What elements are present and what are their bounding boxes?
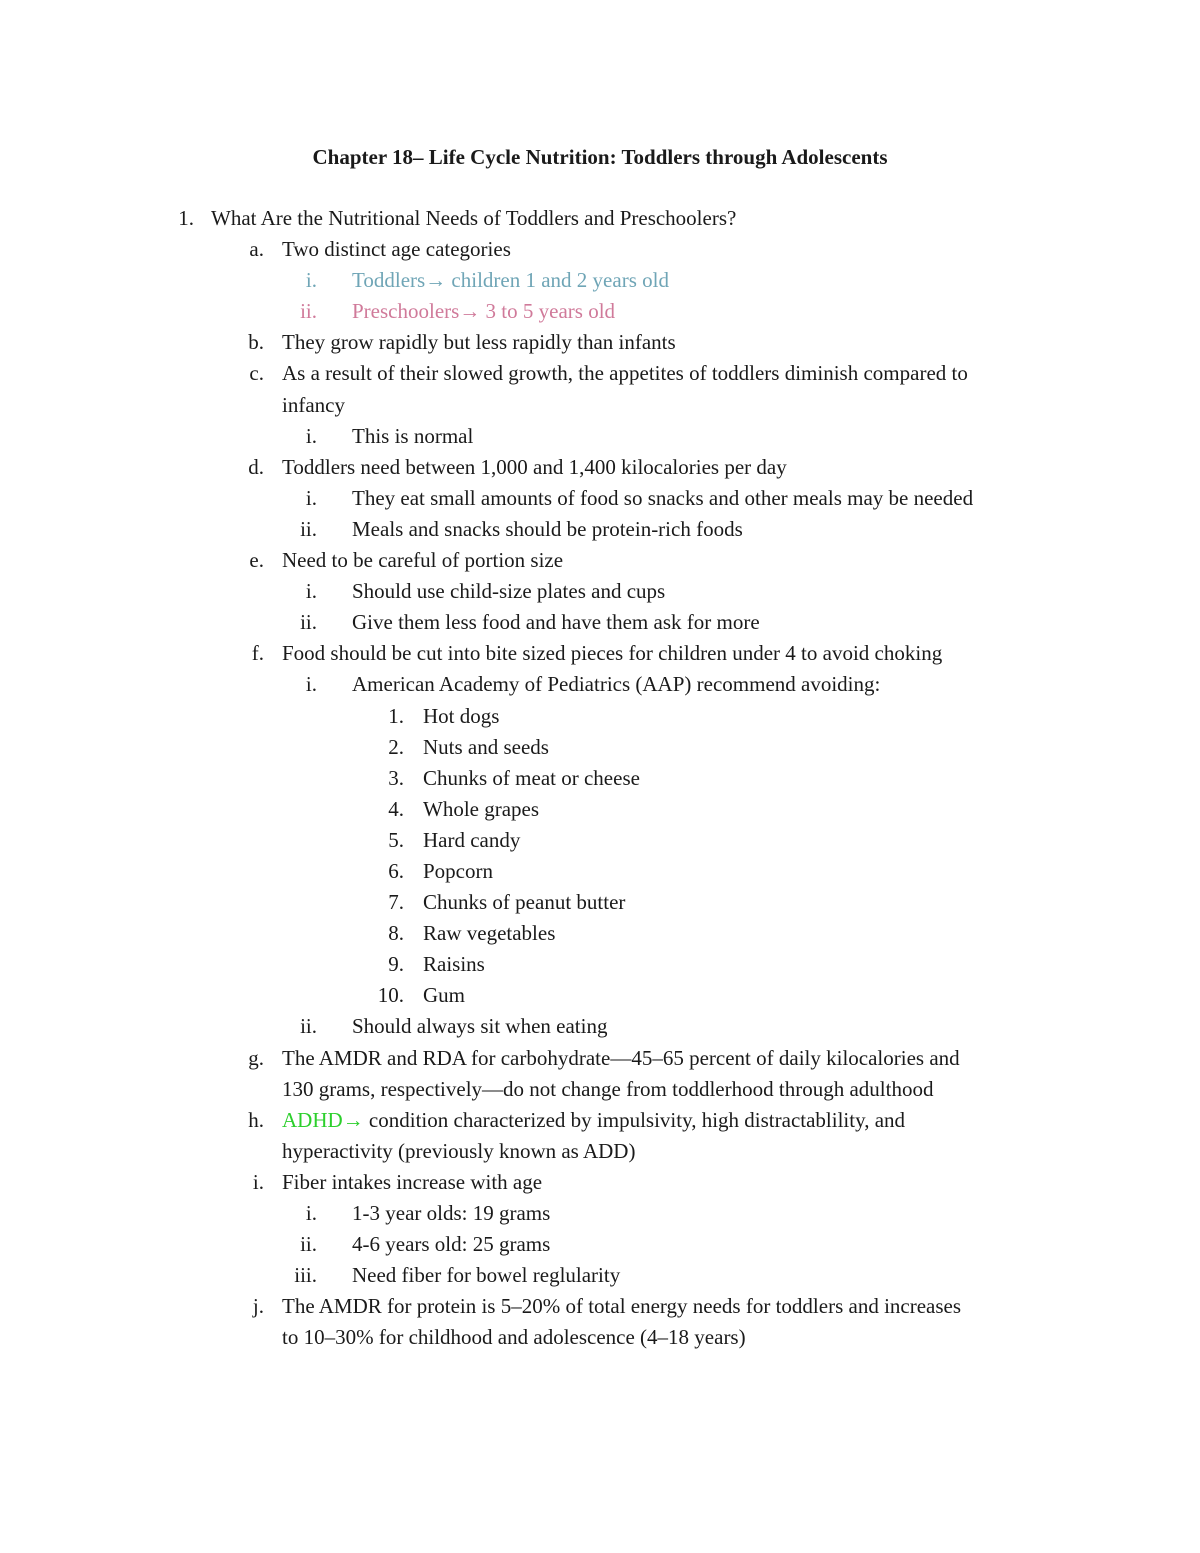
list-marker: 2.	[388, 734, 404, 759]
outline-item-level-3	[0, 576, 1200, 607]
outline-text: Chunks of peanut butter	[423, 890, 626, 915]
list-marker: 7.	[388, 890, 404, 915]
outline-text: Meals and snacks should be protein-rich foods	[352, 516, 743, 541]
list-marker: d.	[248, 454, 264, 479]
outline-list	[0, 203, 1200, 1353]
outline-item-level-2	[0, 327, 1200, 358]
outline-text: Preschoolers→ 3 to 5 years old	[352, 299, 616, 324]
list-marker: 5.	[388, 827, 404, 852]
outline-text: Need fiber for bowel reglularity	[352, 1263, 621, 1288]
outline-item-level-3	[0, 607, 1200, 638]
list-marker: ii.	[300, 610, 317, 635]
outline-text: As a result of their slowed growth, the appetites of toddlers diminish compared to	[282, 361, 968, 386]
outline-text: Should always sit when eating	[352, 1014, 608, 1039]
outline-text: Hot dogs	[423, 703, 500, 728]
outline-text: American Academy of Pediatrics (AAP) recommend avoiding:	[352, 672, 881, 697]
outline-item-level-2	[0, 452, 1200, 483]
outline-text: Raw vegetables	[423, 921, 556, 946]
outline-text: They eat small amounts of food so snacks and other meals may be needed	[352, 485, 974, 510]
list-marker: i.	[305, 423, 317, 448]
list-marker: f.	[251, 641, 264, 666]
list-marker: 9.	[388, 952, 404, 977]
outline-text: 1-3 year olds: 19 grams	[352, 1201, 551, 1225]
outline-text: Fiber intakes increase with age	[282, 1169, 543, 1194]
outline-text: to 10–30% for childhood and adolescence (4–18 years)	[282, 1325, 746, 1350]
outline-text: Popcorn	[423, 858, 493, 883]
outline-text: What Are the Nutritional Needs of Toddlers and Preschoolers?	[211, 206, 737, 230]
list-marker: j.	[252, 1294, 264, 1319]
outline-item-level-2	[0, 358, 1200, 389]
list-marker: 3.	[388, 765, 404, 790]
outline-text: Need to be careful of portion size	[282, 548, 564, 573]
list-marker: i.	[305, 1201, 317, 1225]
outline-text: Chunks of meat or cheese	[423, 765, 640, 790]
list-marker: e.	[249, 548, 264, 573]
outline-text: This is normal	[352, 423, 474, 448]
outline-item-level-2	[0, 1291, 1200, 1322]
outline-text: Two distinct age categories	[282, 237, 511, 262]
list-marker: ii.	[300, 299, 317, 324]
outline-item-level-2	[0, 234, 1200, 265]
outline-text: They grow rapidly but less rapidly than infants	[282, 330, 676, 355]
outline-text: Toddlers→ children 1 and 2 years old	[352, 268, 669, 293]
outline-text: Gum	[423, 983, 465, 1008]
outline-text: Nuts and seeds	[423, 734, 549, 759]
list-marker: iii.	[294, 1263, 317, 1288]
outline-line-continuation	[0, 1322, 1200, 1353]
outline-item-level-4	[0, 980, 1200, 1011]
list-marker: ii.	[300, 1232, 317, 1257]
list-marker: 8.	[388, 921, 404, 946]
list-marker: 10.	[377, 983, 404, 1008]
outline-item-level-3	[0, 421, 1200, 452]
outline-text: 4-6 years old: 25 grams	[352, 1232, 551, 1257]
outline-item-level-4	[0, 887, 1200, 918]
outline-item-level-4	[0, 825, 1200, 856]
outline-item-level-4	[0, 732, 1200, 763]
outline-text: The AMDR and RDA for carbohydrate—45–65 percent of daily kilocalories and	[282, 1045, 960, 1070]
list-marker: b.	[248, 330, 264, 355]
outline-text: Whole grapes	[423, 796, 540, 821]
outline-item-level-3	[0, 1229, 1200, 1260]
list-marker: c.	[249, 361, 264, 386]
outline-item-level-4	[0, 949, 1200, 980]
outline-item-level-4	[0, 856, 1200, 887]
outline-text: Toddlers need between 1,000 and 1,400 kilocalories per day	[282, 454, 787, 479]
outline-item-level-4	[0, 794, 1200, 825]
list-marker: 6.	[388, 858, 404, 883]
list-marker: i.	[305, 485, 317, 510]
outline-text: Hard candy	[423, 827, 521, 852]
outline-item-level-4	[0, 701, 1200, 732]
outline-item-level-3	[0, 483, 1200, 514]
outline-item-level-3	[0, 1198, 1200, 1229]
list-marker: 1.	[388, 703, 404, 728]
outline-text: 130 grams, respectively—do not change from toddlerhood through adulthood	[282, 1076, 934, 1101]
outline-item-level-4	[0, 918, 1200, 949]
outline-text: Raisins	[423, 952, 485, 977]
outline-text: Give them less food and have them ask for more	[352, 610, 760, 635]
outline-text: The AMDR for protein is 5–20% of total energy needs for toddlers and increases	[282, 1294, 962, 1319]
outline-text-rest: condition characterized by impulsivity, high distractablility, and	[363, 1107, 906, 1132]
outline-item-level-3	[0, 1260, 1200, 1291]
outline-item-level-2	[0, 545, 1200, 576]
outline-item-level-2	[0, 638, 1200, 669]
outline-line-continuation	[0, 390, 1200, 421]
outline-text: Food should be cut into bite sized pieces for children under 4 to avoid choking	[282, 641, 943, 666]
outline-text	[282, 1105, 905, 1136]
list-marker: h.	[248, 1107, 264, 1132]
list-marker: ii.	[300, 1014, 317, 1039]
outline-item-level-2	[0, 1167, 1200, 1198]
list-marker: i.	[305, 672, 317, 697]
outline-item-level-3	[0, 514, 1200, 545]
outline-item-level-3	[0, 669, 1200, 700]
list-marker: a.	[249, 237, 264, 262]
list-marker: i.	[305, 579, 317, 604]
outline-item-level-2	[0, 1043, 1200, 1074]
outline-line-continuation	[0, 1074, 1200, 1105]
list-marker: 1.	[178, 206, 194, 230]
outline-item-level-3	[0, 296, 1200, 327]
outline-text: hyperactivity (previously known as ADD)	[282, 1138, 636, 1163]
outline-text: infancy	[282, 392, 345, 417]
list-marker: 4.	[388, 796, 404, 821]
list-marker: i.	[252, 1169, 264, 1194]
outline-text: Should use child-size plates and cups	[352, 579, 666, 604]
outline-item-level-3	[0, 265, 1200, 296]
list-marker: ii.	[300, 516, 317, 541]
outline-item-level-3	[0, 1011, 1200, 1042]
page-title: Chapter 18– Life Cycle Nutrition: Toddlers through Adolescents	[312, 145, 888, 169]
list-marker: i.	[305, 268, 317, 293]
outline-line-continuation	[0, 1136, 1200, 1167]
outline-item-level-4	[0, 763, 1200, 794]
highlighted-term: ADHD→	[282, 1107, 364, 1132]
list-marker: g.	[248, 1045, 264, 1070]
outline-item-level-2	[0, 1105, 1200, 1136]
outline-item-level-1	[0, 203, 1200, 234]
